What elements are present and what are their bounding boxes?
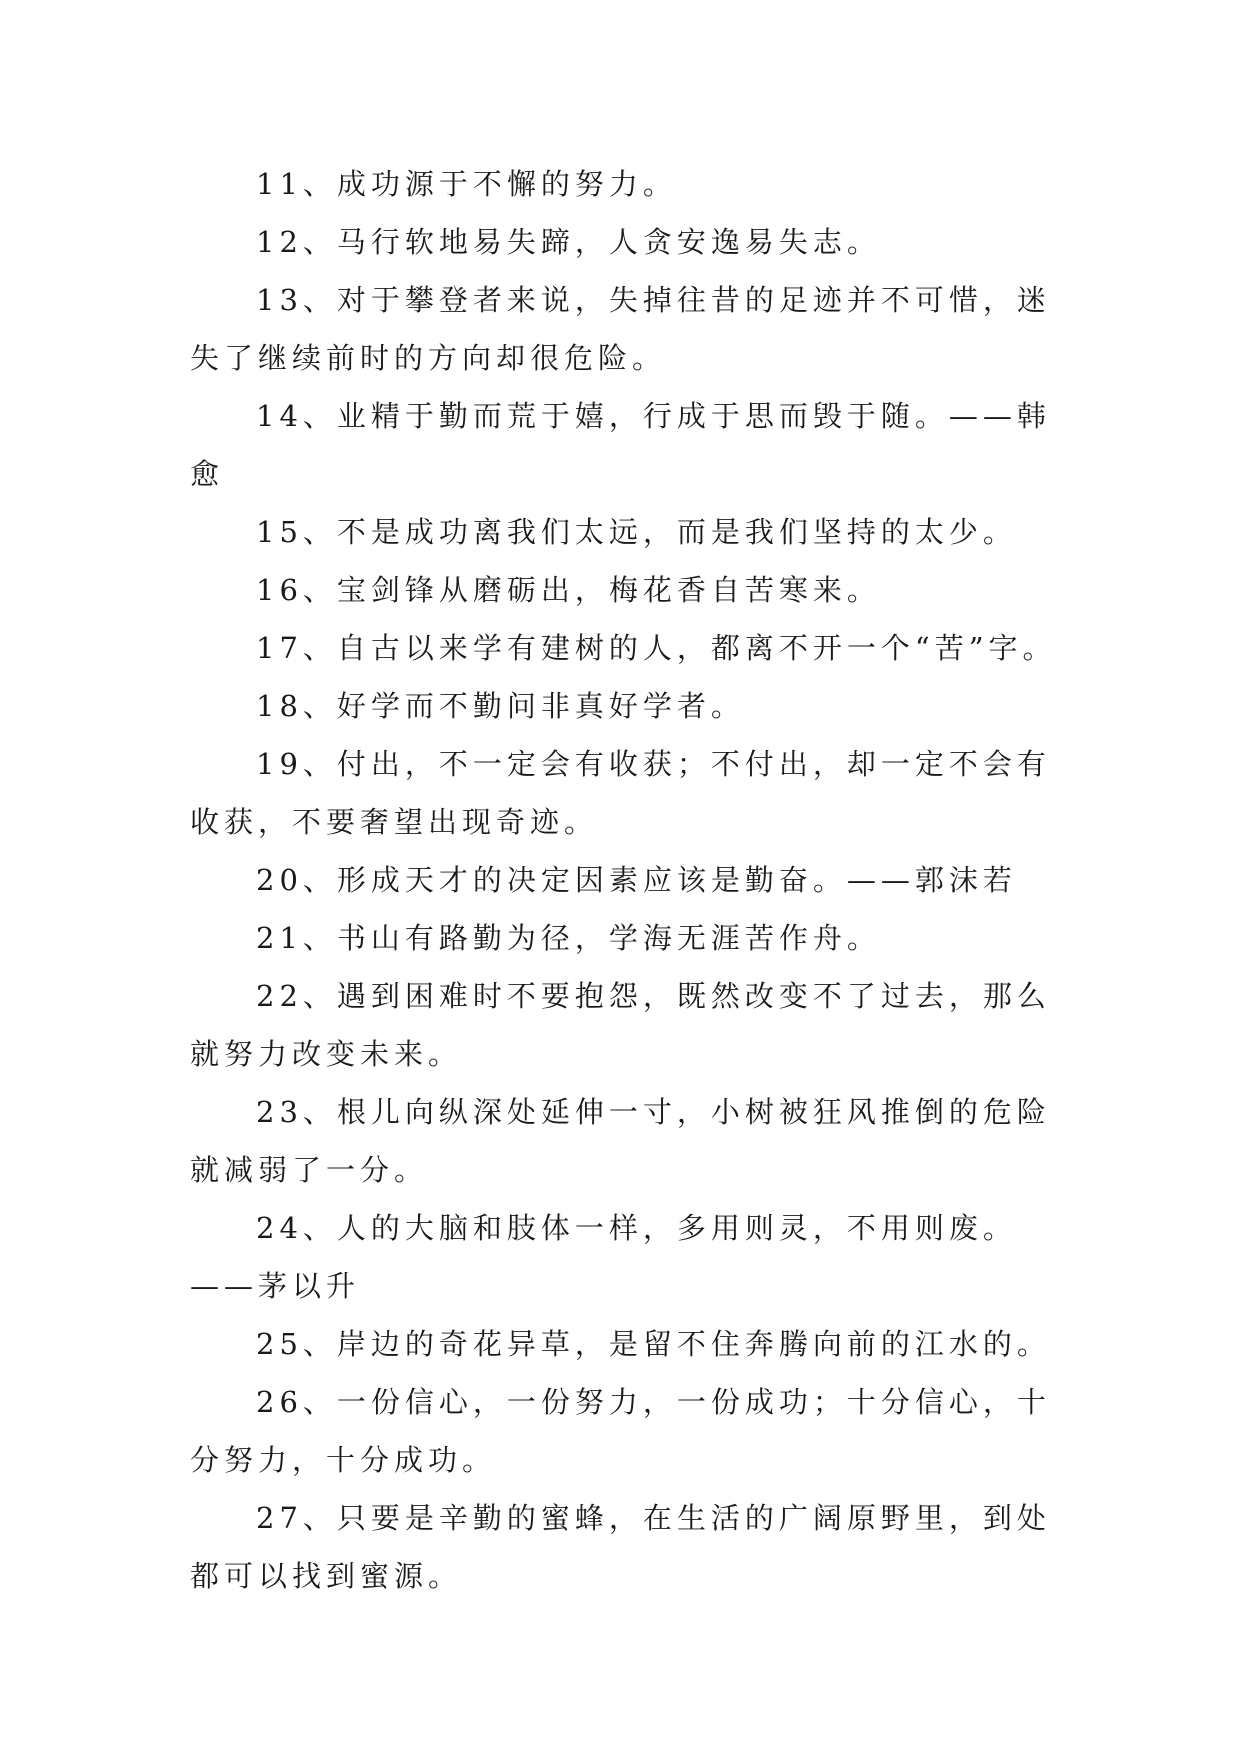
quote-item: 25、岸边的奇花异草，是留不住奔腾向前的江水的。 <box>256 1327 1051 1361</box>
quote-item: 26、一份信心，一份努力，一份成功；十分信心，十分努力，十分成功。 <box>190 1385 1051 1477</box>
quote-item: 16、宝剑锋从磨砺出，梅花香自苦寒来。 <box>256 573 881 607</box>
quote-list <box>190 155 1060 1605</box>
quote-item: 14、业精于勤而荒于嬉，行成于思而毁于随。——韩愈 <box>190 399 1051 491</box>
quote-item: 19、付出，不一定会有收获；不付出，却一定不会有收获，不要奢望出现奇迹。 <box>190 747 1051 839</box>
quote-item: 24、人的大脑和肢体一样，多用则灵，不用则废。——茅以升 <box>190 1211 1017 1303</box>
quote-item: 27、只要是辛勤的蜜蜂，在生活的广阔原野里，到处都可以找到蜜源。 <box>190 1501 1051 1593</box>
quote-item: 11、成功源于不懈的努力。 <box>256 167 677 201</box>
quote-item: 22、遇到困难时不要抱怨，既然改变不了过去，那么就努力改变未来。 <box>190 979 1051 1071</box>
quote-item: 20、形成天才的决定因素应该是勤奋。——郭沫若 <box>256 863 1017 897</box>
quote-item: 21、书山有路勤为径，学海无涯苦作舟。 <box>256 921 881 955</box>
quote-item: 12、马行软地易失蹄，人贪安逸易失志。 <box>256 225 881 259</box>
quote-item: 17、自古以来学有建树的人，都离不开一个“苦”字。 <box>256 631 1057 665</box>
quote-item: 15、不是成功离我们太远，而是我们坚持的太少。 <box>256 515 1017 549</box>
quote-item: 18、好学而不勤问非真好学者。 <box>256 689 745 723</box>
quote-item: 13、对于攀登者来说，失掉往昔的足迹并不可惜，迷失了继续前时的方向却很危险。 <box>190 283 1051 375</box>
quote-item: 23、根儿向纵深处延伸一寸，小树被狂风推倒的危险就减弱了一分。 <box>190 1095 1051 1187</box>
